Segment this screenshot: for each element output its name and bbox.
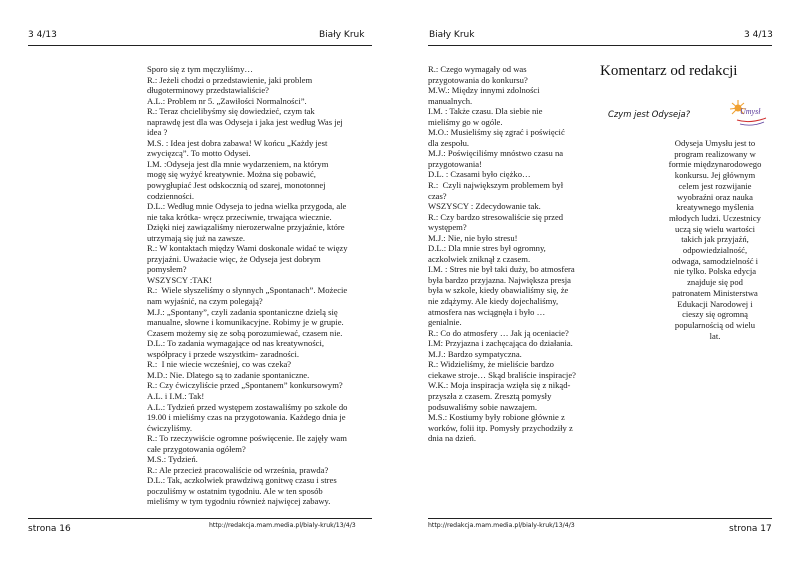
odyssey-logo-icon [728, 98, 772, 128]
text-line: A.L.: Tydzień przed występem zostawaliśmy po szkole do [147, 401, 348, 412]
text-line: poczuliśmy w ostatnim tygodniu. Ale w ten sposób [147, 485, 323, 496]
left-footer-rule [28, 518, 372, 519]
text-line: występem? [428, 222, 467, 233]
text-line: idea ? [147, 127, 168, 138]
text-line: M.J.: Bardzo sympatyczna. [428, 348, 522, 359]
text-line: D.L.: Tak, aczkolwiek prawdziwą gonitwę czasu i stres [147, 475, 337, 486]
left-magazine-title: Biały Kruk [319, 30, 365, 40]
text-line: długoterminowy przedstawialiście? [147, 85, 269, 96]
text-line: D.L. : Czasami było ciężko… [428, 169, 531, 180]
text-line: M.J.: „Spontany”, czyli zadania spontaniczne dzielą się [147, 306, 338, 317]
sidebar-line: Edukacji Narodowej i [677, 298, 753, 309]
text-line: dla zespołu. [428, 137, 470, 148]
sidebar-line: wyobraźni oraz nauka [677, 191, 753, 202]
text-line: codzienności. [147, 190, 195, 201]
text-line: M.S.: Kostiumy były robione głównie z [428, 412, 565, 423]
text-line: I.M. : Także czasu. Dla siebie nie [428, 106, 543, 117]
sidebar-line: takich jak przyjaźń, [681, 234, 749, 245]
sidebar-title: Komentarz od redakcji [600, 63, 738, 79]
text-line: A.L. i I.M.: Tak! [147, 390, 205, 401]
left-issue-number: 3 4/13 [28, 30, 57, 40]
text-line: WSZYSCY : Zdecydowanie tak. [428, 201, 541, 212]
sidebar-text [662, 138, 768, 341]
right-header-rule [428, 45, 772, 46]
sidebar-line: uczą się wielu wartości [675, 223, 755, 234]
text-line: M.J.: Nie, nie było stresu! [428, 232, 518, 243]
text-line: pomysłem? [147, 264, 187, 275]
text-line: nie taka krótka- wręcz przeciwnie, trwająca wiecznie. [147, 211, 332, 222]
svg-text:Umysł: Umysł [740, 107, 761, 116]
text-line: D.L.: Dla mnie stres był ogromny, [428, 243, 546, 254]
text-line: przyszła z czasem. Zresztą pomysły [428, 390, 552, 401]
text-line: naprawdę jest dla was Odyseja i jaka jest według Was jej [147, 116, 343, 127]
text-line: WSZYSCY :TAK! [147, 274, 213, 285]
text-line: genialnie. [428, 317, 462, 328]
right-interview-text [428, 64, 576, 444]
text-line: czas? [428, 190, 447, 201]
text-line: mieliśmy w tym tygodniu również najwięcej zabawy. [147, 496, 331, 507]
text-line: nie zdążymy. Ale kiedy dojechaliśmy, [428, 296, 559, 307]
text-line: I.M. : Stres nie był taki duży, bo atmosfera [428, 264, 575, 275]
text-line: zwycięzcą”. To motto Odysei. [147, 148, 251, 159]
text-line: była w szkole, kiedy obawialiśmy się, że [428, 285, 569, 296]
text-line: R.: Widzieliśmy, że mieliście bardzo [428, 359, 554, 370]
text-line: M.D.: Nie. Dlatego są to zadanie spontaniczne. [147, 369, 310, 380]
text-line: Dzięki niej zawiązaliśmy nierozerwalne przyjaźnie, które [147, 222, 345, 233]
text-line: R.: Teraz chcielibyśmy się dowiedzieć, czym tak [147, 106, 315, 117]
text-line: R.: To rzeczywiście ogromne poświęcenie. Ile zajęły wam [147, 433, 347, 444]
right-footer-link[interactable]: http://redakcja.mam.media.pl/bialy-kruk/13/4/3 [428, 522, 575, 529]
sidebar-line: nie tylko. Polska edycja [673, 266, 757, 277]
text-line: przyjaźni. Uważacie więc, że Odyseja jest dobrym [147, 253, 321, 264]
sidebar-line: znajduje się pod [687, 277, 743, 288]
text-line: była bardzo przyjazna. Największa presja [428, 274, 571, 285]
text-line: dnia na dzień. [428, 433, 476, 444]
text-line: R.: Wiele słyszeliśmy o słynnych „Spontanach”. Możecie [147, 285, 348, 296]
text-line: powygłupiać Jest odskocznią od szarej, monotonnej [147, 180, 326, 191]
left-footer-link[interactable]: http://redakcja.mam.media.pl/bialy-kruk/13/4/3 [209, 522, 356, 529]
left-interview-text [147, 64, 348, 507]
text-line: ciekawe stroje… Skąd braliście inspiracje? [428, 369, 576, 380]
text-line: przygotowania do konkursu? [428, 74, 528, 85]
sidebar-line: popularnością od wielu [674, 319, 756, 330]
text-line: utrzymają się już na zawsze. [147, 232, 246, 243]
sidebar-subtitle: Czym jest Odyseja? [608, 109, 691, 119]
text-line: R.: Czyli największym problemem był [428, 180, 564, 191]
right-magazine-title: Biały Kruk [429, 30, 475, 40]
sidebar-line: młodych ludzi. Uczestnicy [669, 212, 761, 223]
text-line: R.: Czy ćwiczyliście przed „Spontanem” konkursowym? [147, 380, 343, 391]
text-line: manualne, słowne i komunikacyjne. Robimy je w grupie. [147, 317, 344, 328]
text-line: podsuwaliśmy sobie nawzajem. [428, 401, 538, 412]
text-line: nam wyjaśnić, na czym polegają? [147, 296, 263, 307]
text-line: Czasem możemy się ze sobą porozumiewać, czasem nie. [147, 327, 343, 338]
sidebar-line: cieszy się ogromną [682, 309, 748, 320]
text-line: I.M: Przyjazna i zachęcająca do działania. [428, 338, 573, 349]
right-issue-number: 3 4/13 [744, 30, 773, 40]
text-line: W.K.: Moja inspiracja wzięła się z nikąd- [428, 380, 571, 391]
text-line: M.O.: Musieliśmy się zgrać i poświęcić [428, 127, 565, 138]
right-page-number: strona 17 [729, 524, 772, 534]
text-line: M.S.: Tydzień. [147, 454, 198, 465]
right-footer-rule [428, 518, 772, 519]
sidebar-line: program realizowany w [674, 148, 756, 159]
text-line: 19.00 i mieliśmy czas na przygotowania. Każdego dnia je [147, 412, 346, 423]
left-page-number: strona 16 [28, 524, 71, 534]
text-line: Sporo się z tym męczyliśmy… [147, 64, 253, 74]
sidebar-line: Odyseja Umysłu jest to [674, 138, 756, 148]
text-line: M.S. : Idea jest dobra zabawa! W końcu „Każdy jest [147, 137, 328, 148]
text-line: I.M. :Odyseja jest dla mnie wydarzeniem, na którym [147, 158, 329, 169]
text-line: R.: W kontaktach między Wami doskonale widać te więzy [147, 243, 348, 254]
text-line: ćwiczyliśmy. [147, 422, 193, 433]
text-line: R.: I nie wiecie wcześniej, co was czeka? [147, 359, 292, 370]
text-line: R.: Jeżeli chodzi o przedstawienie, jaki problem [147, 74, 313, 85]
sidebar-line: kreatywnego myślenia [676, 202, 754, 213]
text-line: atmosfera nas wciągnęła i było … [428, 306, 546, 317]
text-line: mogę się wyżyć kreatywnie. Można się pobawić, [147, 169, 316, 180]
text-line: A.L.: Problem nr 5. „Zawiłości Normalności”. [147, 95, 307, 106]
text-line: R.: Czego wymagały od was [428, 64, 527, 74]
sidebar-line: patronatem Ministerstwa [672, 287, 758, 298]
text-line: przygotowania! [428, 158, 482, 169]
text-line: R.: Czy bardzo stresowaliście się przed [428, 211, 564, 222]
text-line: aczkolwiek zniknął z czasem. [428, 253, 531, 264]
text-line: worków, folii itp. Pomysły przychodziły z [428, 422, 573, 433]
text-line: D.L.: To zadania wymagające od nas kreatywności, [147, 338, 325, 349]
sidebar-line: odpowiedzialność, [682, 245, 748, 256]
text-line: współpracy i przede wszystkim- zaradności. [147, 348, 300, 359]
text-line: całe przygotowania ogółem? [147, 443, 246, 454]
text-line: D.L.: Według mnie Odyseja to jedna wielka przygoda, ale [147, 201, 347, 212]
text-line: M.J.: Poświęciliśmy mnóstwo czasu na [428, 148, 564, 159]
text-line: R.: Co do atmosfery … Jak ją oceniacie? [428, 327, 569, 338]
sidebar-line: formie międzynarodowego [668, 159, 762, 170]
text-line: mieliśmy go w ogóle. [428, 116, 503, 127]
sidebar-line: konkursu. Jej głównym [674, 170, 756, 181]
sidebar-line: celem jest rozwijanie [678, 180, 752, 191]
sidebar-line: lat. [709, 330, 721, 341]
sidebar-line: odwaga, samodzielność i [671, 255, 759, 266]
left-header-rule [28, 45, 372, 46]
text-line: M.W.: Między innymi zdolności [428, 85, 540, 96]
text-line: manualnych. [428, 95, 473, 106]
text-line: R.: Ale przecież pracowaliście od września, prawda? [147, 464, 329, 475]
right-page [400, 0, 800, 566]
